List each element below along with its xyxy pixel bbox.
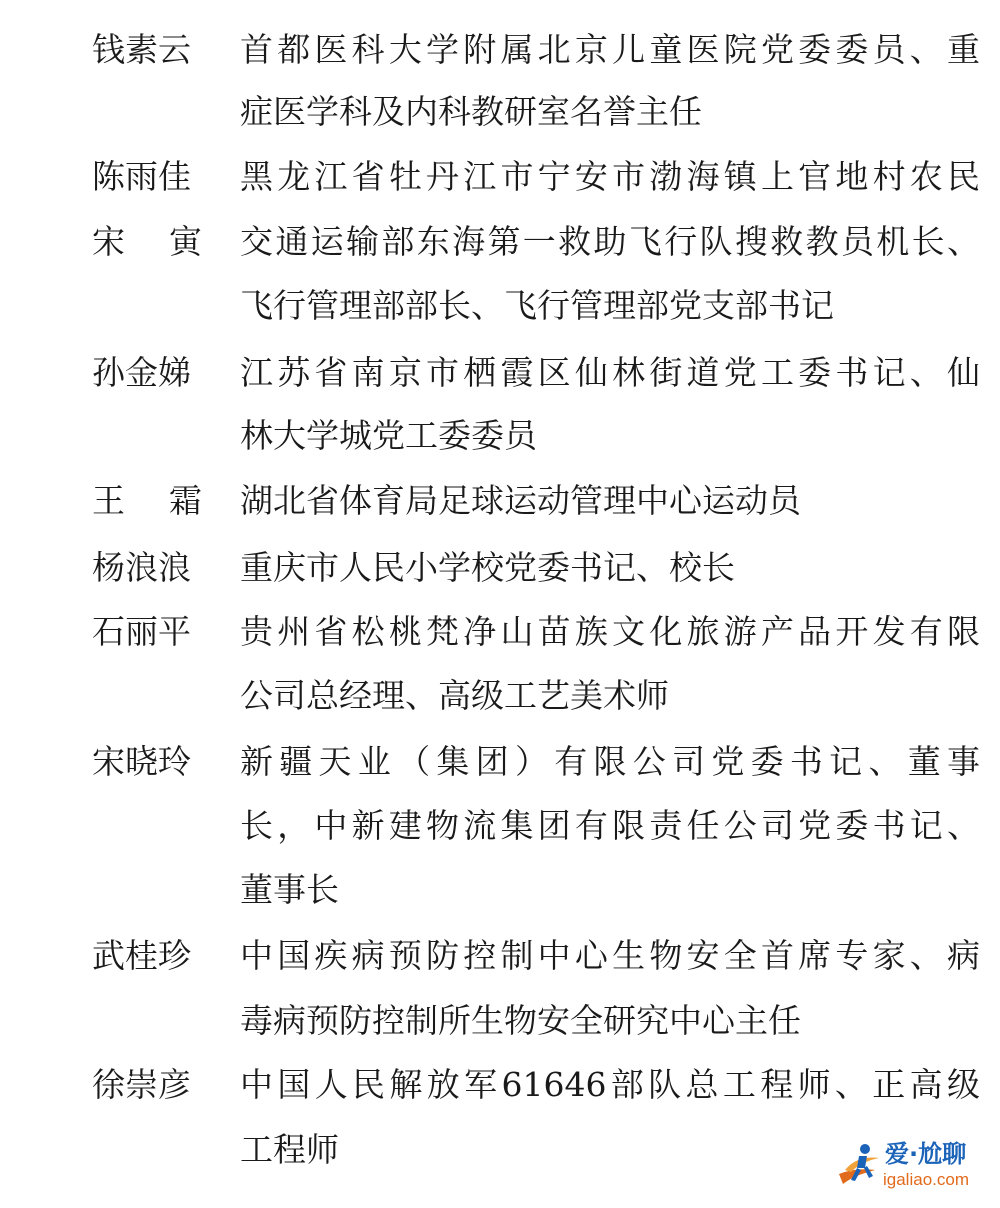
entry-desc-line: 长，中新建物流集团有限责任公司党委书记、 — [240, 806, 980, 845]
entry-desc-line: 公司总经理、高级工艺美术师 — [240, 676, 669, 715]
entry-desc-line: 首都医科大学附属北京儿童医院党委委员、重 — [240, 30, 980, 69]
entry-name: 杨浪浪 — [92, 548, 191, 587]
entry-name: 孙金娣 — [92, 353, 191, 392]
entry-desc-line: 董事长 — [240, 870, 339, 909]
entry-desc-line: 贵州省松桃梵净山苗族文化旅游产品开发有限 — [240, 612, 980, 651]
entry-desc-line: 黑龙江省牡丹江市宁安市渤海镇上官地村农民 — [240, 157, 980, 196]
entry-name: 石丽平 — [92, 612, 191, 651]
entry-desc-line: 中国人民解放军61646部队总工程师、正高级 — [240, 1065, 980, 1104]
entry-desc-line: 林大学城党工委委员 — [240, 416, 537, 455]
watermark-title: 爱·尬聊 — [885, 1140, 967, 1168]
entry-name: 宋晓玲 — [92, 742, 191, 781]
entry-name-char: 霜 — [169, 481, 202, 520]
entry-name-char: 宋 — [92, 222, 125, 261]
entry-name: 徐崇彦 — [92, 1065, 191, 1104]
entry-desc-line: 江苏省南京市栖霞区仙林街道党工委书记、仙 — [240, 353, 980, 392]
entry-name-char: 王 — [92, 481, 125, 520]
entry-name-char: 寅 — [169, 222, 202, 261]
entry-desc-line: 重庆市人民小学校党委书记、校长 — [240, 548, 735, 587]
entry-desc-line: 新疆天业（集团）有限公司党委书记、董事 — [240, 742, 980, 781]
site-watermark — [835, 1136, 995, 1196]
entry-desc-line: 湖北省体育局足球运动管理中心运动员 — [240, 481, 801, 520]
entry-name — [92, 222, 202, 262]
entry-name — [92, 481, 202, 521]
entry-desc-line: 工程师 — [240, 1130, 339, 1169]
entry-desc-line: 飞行管理部部长、飞行管理部党支部书记 — [240, 286, 834, 325]
entry-desc-line: 毒病预防控制所生物安全研究中心主任 — [240, 1001, 801, 1040]
entry-desc-line: 交通运输部东海第一救助飞行队搜救教员机长、 — [240, 222, 980, 261]
running-figure-logo-icon — [835, 1140, 885, 1190]
entry-desc-line: 症医学科及内科教研室名誉主任 — [240, 92, 702, 131]
entry-desc-line: 中国疾病预防控制中心生物安全首席专家、病 — [240, 936, 980, 975]
entry-name: 钱素云 — [92, 30, 191, 69]
entry-name: 陈雨佳 — [92, 157, 191, 196]
watermark-url: igaliao.com — [883, 1170, 969, 1189]
entry-name: 武桂珍 — [92, 936, 191, 975]
